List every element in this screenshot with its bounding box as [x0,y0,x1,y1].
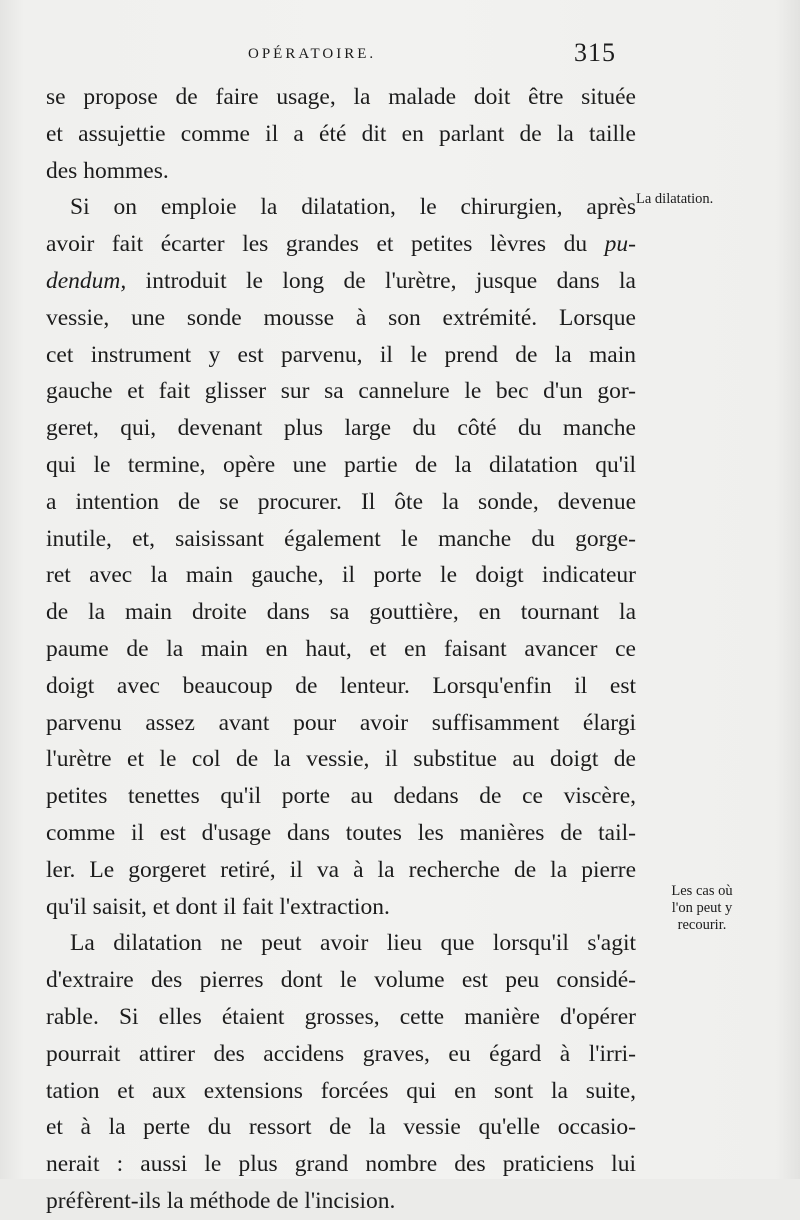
text-line: qui le termine, opère une partie de la dilatation qu'il [46,451,636,478]
text-line: se propose de faire usage, la malade doit être située [46,84,636,110]
margin-note-cas [648,883,756,934]
italic-term: pu- [604,231,636,258]
italic-term: dendum, [46,267,127,294]
text-line: d'extraire des pierres dont le volume est peu considé- [46,967,636,994]
text-line: et assujettie comme il a été dit en parlant de la taille [46,120,636,147]
margin-note-line: l'on peut y [671,900,733,916]
text-line: qu'il saisit, et dont il fait l'extraction. [46,893,390,920]
text-line: comme il est d'usage dans toutes les manières de tail- [46,819,636,846]
text-line: doigt avec beaucoup de lenteur. Lorsqu'enfin il est [46,672,636,699]
text-line: parvenu assez avant pour avoir suffisamment élargi [46,709,636,736]
text-line: Si on emploie la dilatation, le chirurgien, après [70,194,636,221]
text-line: a intention de se procurer. Il ôte la sonde, devenue [46,488,636,515]
text-line: paume de la main en haut, et en faisant avancer ce [46,635,636,662]
text-line: vessie, une sonde mousse à son extrémité. Lorsque [46,304,636,331]
text-line: cet instrument y est parvenu, il le prend de la main [46,341,636,368]
text-line: inutile, et, saisissant également le manche du gorge- [46,525,636,552]
text-line [46,263,636,300]
text-line: et à la perte du ressort de la vessie qu'elle occasio- [46,1114,636,1141]
text-line: tation et aux extensions forcées qui en sont la suite, [46,1077,636,1104]
text-line: gauche et fait glisser sur sa cannelure le bec d'un gor- [46,378,636,405]
page-number: 315 [574,38,616,67]
text-line: ret avec la main gauche, il porte le doigt indicateur [46,562,636,589]
text-line: rable. Si elles étaient grosses, cette manière d'opérer [46,1003,636,1030]
text-line: geret, qui, devenant plus large du côté du manche [46,415,636,442]
text-segment: avoir fait écarter les grandes et petites lèvres du [46,231,605,258]
text-line: petites tenettes qu'il porte au dedans de ce viscère, [46,783,636,810]
running-header [0,38,800,68]
body-text [46,79,636,1220]
text-line: des hommes. [46,157,169,184]
running-title: OPÉRATOIRE. [248,46,377,62]
text-line: ler. Le gorgeret retiré, il va à la recherche de la pierre [46,856,636,883]
margin-note-dilatation: La dilatation. [636,191,714,207]
margin-note-line: recourir. [677,917,727,933]
text-line [46,226,636,263]
text-line: préfèrent-ils la méthode de l'incision. [46,1187,396,1214]
margin-note-line: Les cas où [671,883,733,899]
text-line: pourrait attirer des accidens graves, eu égard à l'irri- [46,1040,636,1067]
text-line: La dilatation ne peut avoir lieu que lorsqu'il s'agit [70,930,636,957]
text-segment: introduit le long de l'urètre, jusque dans la [126,267,636,294]
text-line: l'urètre et le col de la vessie, il substitue au doigt de [46,746,636,773]
text-line: de la main droite dans sa gouttière, en tournant la [46,599,636,626]
text-line: nerait : aussi le plus grand nombre des praticiens lui [46,1151,636,1178]
